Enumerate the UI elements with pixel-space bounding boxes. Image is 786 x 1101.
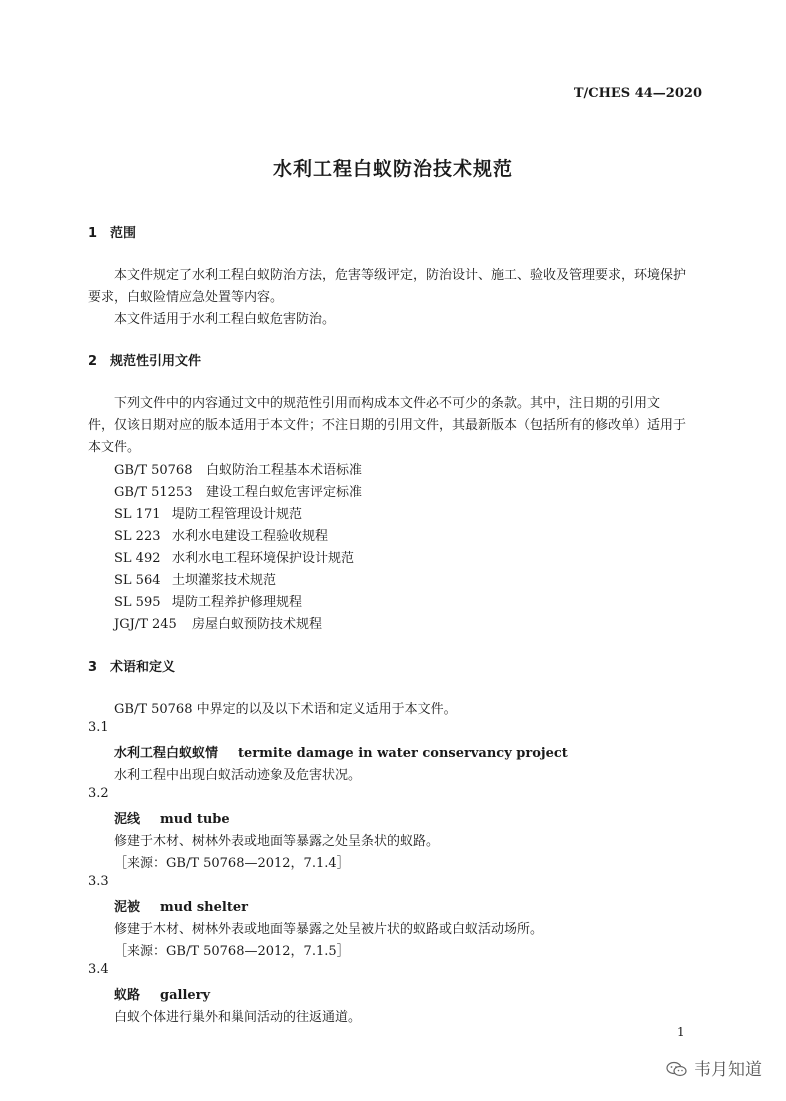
wechat-icon [666, 1061, 688, 1077]
watermark [666, 1055, 762, 1080]
term-heading [114, 984, 210, 1003]
reference-item [114, 525, 328, 544]
reference-name: 白蚁防治工程基本术语标准 [206, 463, 363, 478]
paragraph: 本文件。 [88, 440, 141, 455]
term-source: ［来源：GB/T 50768—2012，7.1.4］ [114, 856, 350, 871]
term-en: gallery [160, 988, 211, 1003]
paragraph: 本文件规定了水利工程白蚁防治方法，危害等级评定，防治设计、施工、验收及管理要求，环境保护 [114, 268, 687, 283]
reference-name: 房屋白蚁预防技术规程 [192, 617, 323, 632]
section-2-heading [88, 350, 201, 369]
reference-code: SL 564 [114, 573, 161, 588]
reference-code: GB/T 51253 [114, 485, 193, 500]
term-definition: 修建于木材、树林外表或地面等暴露之处呈条状的蚁路。 [114, 834, 440, 849]
paragraph: 本文件适用于水利工程白蚁危害防治。 [114, 312, 336, 327]
reference-item [114, 591, 302, 610]
term-source: ［来源：GB/T 50768—2012，7.1.5］ [114, 944, 350, 959]
section-number: 3 [88, 660, 98, 675]
section-title: 术语和定义 [110, 660, 176, 675]
paragraph: 件，仅该日期对应的版本适用于本文件；不注日期的引用文件，其最新版本（包括所有的修改单）适用于 [88, 418, 687, 433]
reference-item [114, 547, 354, 566]
term-number: 3.2 [88, 786, 109, 801]
term-heading [114, 742, 568, 761]
term-en: mud tube [160, 812, 230, 827]
term-definition: 水利工程中出现白蚁活动迹象及危害状况。 [114, 768, 362, 783]
term-zh: 泥线 [114, 812, 141, 827]
reference-code: SL 595 [114, 595, 161, 610]
reference-item [114, 613, 322, 632]
term-number: 3.4 [88, 962, 109, 977]
paragraph: GB/T 50768 中界定的以及以下术语和定义适用于本文件。 [114, 702, 457, 717]
term-zh: 水利工程白蚁蚁情 [114, 746, 219, 761]
reference-name: 土坝灌浆技术规范 [172, 573, 277, 588]
reference-code: SL 171 [114, 507, 161, 522]
reference-code: GB/T 50768 [114, 463, 193, 478]
reference-code: SL 223 [114, 529, 161, 544]
reference-item [114, 503, 302, 522]
section-1-heading [88, 222, 136, 241]
reference-name: 堤防工程管理设计规范 [172, 507, 303, 522]
term-zh: 蚁路 [114, 988, 141, 1003]
term-definition: 白蚁个体进行巢外和巢间活动的往返通道。 [114, 1010, 362, 1025]
standard-code: T/CHES 44—2020 [573, 86, 702, 101]
paragraph: 要求，白蚁险情应急处置等内容。 [88, 290, 284, 305]
term-definition: 修建于木材、树林外表或地面等暴露之处呈被片状的蚁路或白蚁活动场所。 [114, 922, 544, 937]
reference-item [114, 481, 362, 500]
paragraph: 下列文件中的内容通过文中的规范性引用而构成本文件必不可少的条款。其中，注日期的引用文 [114, 396, 661, 411]
section-title: 范围 [110, 226, 137, 241]
term-zh: 泥被 [114, 900, 141, 915]
term-heading [114, 896, 248, 915]
watermark-text: 韦月知道 [694, 1060, 762, 1080]
section-3-heading [88, 656, 175, 675]
reference-item [114, 459, 362, 478]
term-en: termite damage in water conservancy project [238, 746, 568, 761]
reference-item [114, 569, 276, 588]
section-number: 1 [88, 226, 98, 241]
reference-code: SL 492 [114, 551, 161, 566]
term-number: 3.1 [88, 720, 109, 735]
reference-name: 水利水电建设工程验收规程 [172, 529, 329, 544]
section-number: 2 [88, 354, 98, 369]
term-heading [114, 808, 230, 827]
reference-code: JGJ/T 245 [114, 617, 177, 632]
reference-name: 水利水电工程环境保护设计规范 [172, 551, 355, 566]
reference-name: 建设工程白蚁危害评定标准 [206, 485, 363, 500]
section-title: 规范性引用文件 [110, 354, 202, 369]
reference-name: 堤防工程养护修理规程 [172, 595, 303, 610]
term-number: 3.3 [88, 874, 109, 889]
term-en: mud shelter [160, 900, 248, 915]
page-number: 1 [677, 1025, 685, 1039]
document-title: 水利工程白蚁防治技术规范 [272, 158, 513, 180]
